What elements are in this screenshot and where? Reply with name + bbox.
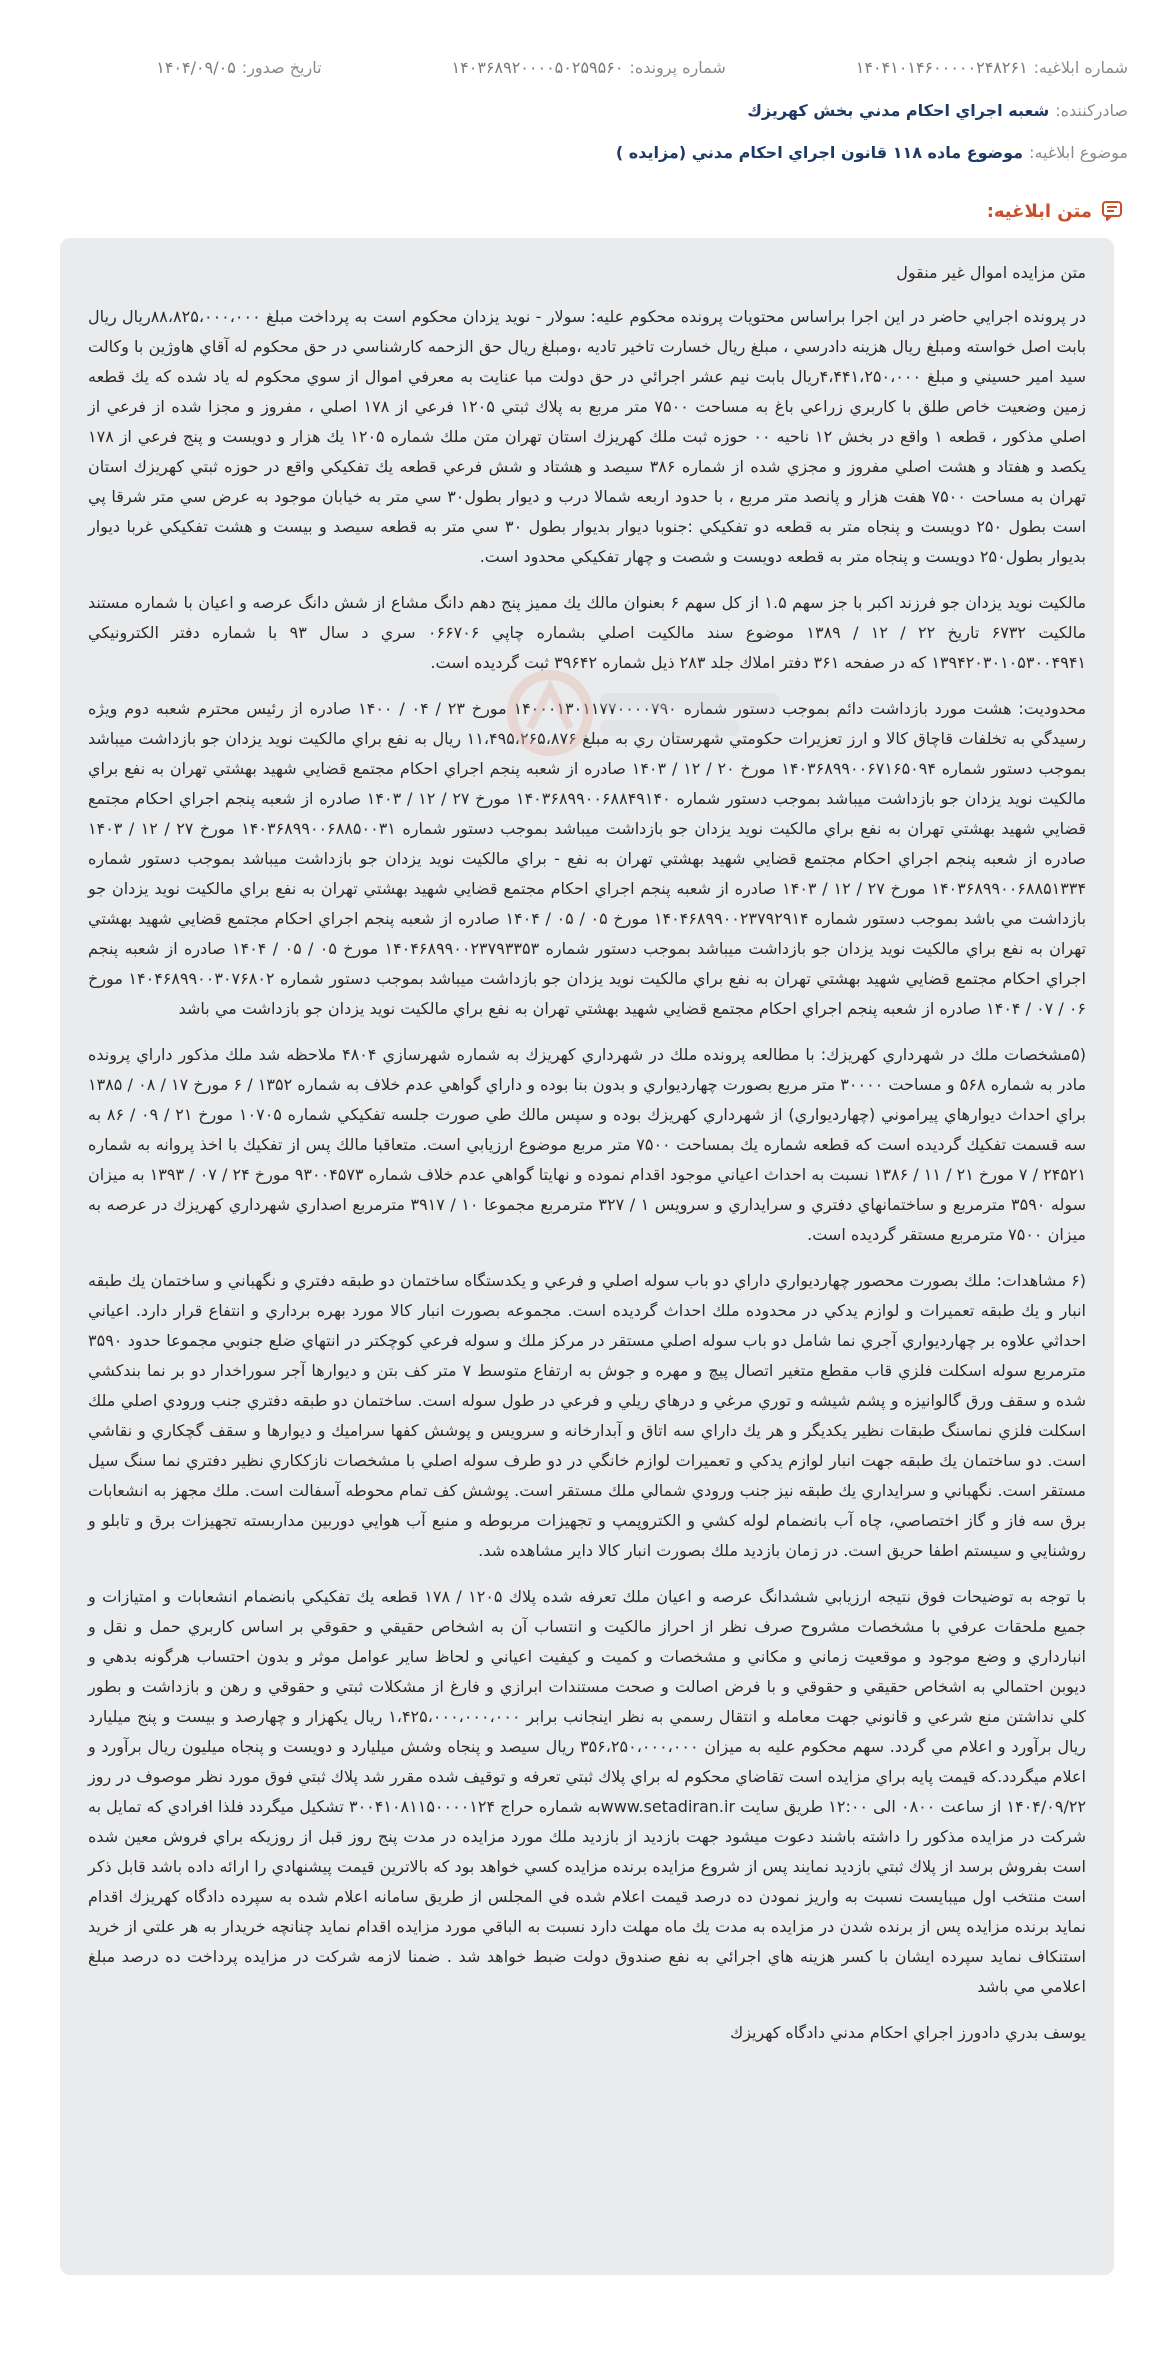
issuer-label: صادرکننده:: [1055, 101, 1128, 120]
notice-title-line: متن مزايده اموال غير منقول: [896, 263, 1086, 282]
notice-paragraph: محدوديت: هشت مورد بازداشت دائم بموجب دستور شماره ۱۴۰۰۰۱۳۰۱۱۷۷۰۰۰۰۷۹۰ مورخ ۲۳ / ۰۴ / ۱۴۰۰ صادره از رئيس محترم شعبه دوم ويژه رسيدگي به تخلفات قاچاق كالا و ارز تعزيرات حكومتي شهرستان ري به مبلغ ۱۱،۴۹۵،۲۶۵،۸۷۶ ريال به نفع براي مالكيت نويد يزدان جو بازداشت ميباشد بموجب دستور شماره ۱۴۰۳۶۸۹۹۰۰۶۷۱۶۵۰۹۴ مورخ ۲۰ / ۱۲ / ۱۴۰۳ صادره از شعبه پنجم اجراي احكام مجتمع قضايي شهيد بهشتي تهران به نفع براي مالكيت نويد يزدان جو بازداشت ميباشد بموجب دستور شماره ۱۴۰۳۶۸۹۹۰۰۶۸۸۴۹۱۴۰ مورخ ۲۷ / ۱۲ / ۱۴۰۳ صادره از شعبه پنجم اجراي احكام مجتمع قضايي شهيد بهشتي تهران به نفع براي مالكيت نويد يزدان جو بازداشت ميباشد بموجب دستور شماره ۱۴۰۳۶۸۹۹۰۰۶۸۸۵۰۰۳۱ مورخ ۲۷ / ۱۲ / ۱۴۰۳ صادره از شعبه پنجم اجراي احكام مجتمع قضايي شهيد بهشتي تهران به نفع - براي مالكيت نويد يزدان جو بازداشت ميباشد بموجب دستور شماره ۱۴۰۳۶۸۹۹۰۰۶۸۸۵۱۳۳۴ مورخ ۲۷ / ۱۲ / ۱۴۰۳ صادره از شعبه پنجم اجراي احكام مجتمع قضايي شهيد بهشتي تهران به نفع براي مالكيت نويد يزدان جو بازداشت مي باشد بموجب دستور شماره ۱۴۰۴۶۸۹۹۰۰۲۳۷۹۲۹۱۴ مورخ ۰۵ / ۰۵ / ۱۴۰۴ صادره از شعبه پنجم اجراي احكام مجتمع قضايي شهيد بهشتي تهران به نفع براي مالكيت نويد يزدان جو بازداشت ميباشد بموجب دستور شماره ۱۴۰۴۶۸۹۹۰۰۲۳۷۹۳۳۵۳ مورخ ۰۵ / ۰۵ / ۱۴۰۴ صادره از شعبه پنجم اجراي احكام مجتمع قضايي شهيد بهشتي تهران به نفع براي مالكيت نويد يزدان جو بازداشت ميباشد بموجب دستور شماره ۱۴۰۴۶۸۹۹۰۰۳۰۷۶۸۰۲ مورخ ۰۶ / ۰۷ / ۱۴۰۴ صادره از شعبه پنجم اجراي احكام مجتمع قضايي شهيد بهشتي تهران به نفع براي مالكيت نويد يزدان جو بازداشت مي باشد: [88, 699, 1087, 1018]
issuer-row: [46, 99, 1128, 123]
issue-date-label: تاريخ صدور:: [241, 58, 322, 77]
subject-label: موضوع ابلاغيه:: [1029, 143, 1128, 162]
header-row-numbers: [46, 56, 1128, 80]
issuer-value: شعبه اجراي احكام مدني بخش كهريزك: [747, 101, 1050, 120]
notice-number-label: شماره ابلاغيه:: [1033, 58, 1128, 77]
issue-date-value: ۱۴۰۴/۰۹/۰۵: [156, 58, 236, 77]
notice-paragraph: مالكيت نويد يزدان جو فرزند اكبر با جز سهم ۱.۵ از كل سهم ۶ بعنوان مالك يك مميز پنج دهم دانگ مشاع از شش دانگ عرصه و اعيان با شماره مستند مالكيت ۶۷۳۲ تاريخ ۲۲ / ۱۲ / ۱۳۸۹ موضوع سند مالكيت اصلي بشماره چاپي ۰۶۶۷۰۶ سري د سال ۹۳ با شماره دفتر الكترونيكي ۱۳۹۴۲۰۳۰۱۰۵۳۰۰۴۹۴۱ كه در صفحه ۳۶۱ دفتر املاك جلد ۲۸۳ ذيل شماره ۳۹۶۴۲ ثبت گرديده است.: [88, 593, 1087, 672]
watermark-logo: [500, 658, 800, 768]
notice-paragraph: با توجه به توضيحات فوق نتيجه ارزيابي ششدانگ عرصه و اعيان ملك تعرفه شده پلاك ۱۲۰۵ / ۱۷۸ قطعه يك تفكيكي بانضمام انشعابات و امتيازات و جميع ملحقات عرفي با مشخصات مشروح صرف نظر از احراز مالكيت و انتساب آن به اشخاص حقيقي و حقوقي بر اساس كاربري حمل و نقل و انبارداري و وضع موجود و موقعيت زماني و مكاني و مشخصات و كميت و كيفيت اعياني و لحاظ ساير عوامل موثر و بدون احتساب هرگونه بدهي و ديوبن احتمالي به اشخاص حقيقي و حقوقي و با فرض اصالت و صحت مستندات ابرازي و فارغ از مشكلات ثبتي و حقوقي و رهن و بازداشت و بطور كلي نداشتن منع شرعي و قانوني جهت معامله و انتقال رسمي به نظر اينجانب برابر ۱،۴۲۵،۰۰۰،۰۰۰،۰۰۰ ريال يكهزار و چهارصد و بيست و پنج ميليارد ريال برآورد و اعلام مي گردد. سهم محكوم عليه به ميزان ۳۵۶،۲۵۰،۰۰۰،۰۰۰ ريال سيصد و پنجاه وشش ميليارد و دويست و پنجاه ميليون ريال برآورد و اعلام ميگردد.كه قيمت پايه براي مزايده است تقاضاي محكوم له براي پلاك ثبتي تعرفه و توقيف شده مقرر شد پلاك ثبتي فوق مورد نظر موصوف در روز ۱۴۰۴/۰۹/۲۲ از ساعت ۰۸۰۰ الی ۱۲:۰۰ طريق سايت www.setadiran.irبه شماره حراج ۳۰۰۴۱۰۸۱۱۵۰۰۰۰۱۲۴ تشكيل ميگردد فلذا افرادي كه تمايل به شركت در مزايده مذكور را داشته باشند دعوت ميشود جهت بازديد از بازديد ملك مورد مزايده در مدت پنج روز قبل از روزيكه براي فروش معين شده است بفروش برسد از پلاك ثبتي بازديد نمايند پس از شروع مزايده برنده مزايده كسي خواهد بود كه بالاترين قيمت پيشنهادي را ارائه داده باشد قابل ذكر است منتخب اول ميبايست نسبت به واريز نمودن ده درصد قيمت اعلام شده في المجلس از طريق سامانه اعلام شده به سپرده دادگاه كهريزك اقدام نمايد برنده مزايده پس از برنده شدن در مزايده به مدت يك ماه مهلت دارد نسبت به الباقي مورد مزايده اقدام نمايد چنانچه خريدار به هر علتي از خريد استنكاف نمايد سپرده ايشان با كسر هزينه هاي اجرائي به نفع صندوق دولت ضبط خواهد شد . ضمنا لازمه شركت در مزايده پرداخت ده درصد مبلغ اعلامي مي باشد: [88, 1587, 1087, 1996]
notice-paragraph: (۶ مشاهدات: ملك بصورت محصور چهارديواري داراي دو باب سوله اصلي و فرعي و يكدستگاه ساختمان دو طبقه دفتري و نگهباني و ساختمان يك طبقه انبار و يك طبقه تعميرات و لوازم يدكي در محدوده ملك احداث گرديده است. مجموعه بصورت انبار كالا مورد بهره برداري و انتفاع قرار دارد. اعياني احداثي علاوه بر چهارديواري آجري نما شامل دو باب سوله اصلي مستقر در مركز ملك و سوله فرعي كوچكتر در انتهاي ضلع جنوبي مجموعا حدود ۳۵۹۰ مترمربع سوله اسكلت فلزي قاب مقطع متغير اتصال پيچ و مهره و جوش به ارتفاع متوسط ۷ متر كف بتن و ديوارها آجر سوراخدار دو بر نما بندكشي شده و سقف ورق گالوانيزه و پشم شيشه و توري مرغي و درهاي ريلي و فرعي در طول سوله است. ساختمان دو طبقه دفتري جنب ورودي اصلي ملك اسكلت فلزي نماسنگ طبقات نظير يكديگر و هر يك داراي سه اتاق و آبدارخانه و سرويس و پوشش كفها سراميك و ديوارها و سقف گچكاري و نقاشي است. دو ساختمان يك طبقه جهت انبار لوازم يدكي و تعميرات لوازم خانگي در دو طرف سوله اصلي با مشخصات نازككاري نظير دفتري نما سنگ سيل مستقر است. نگهباني و سرايداري يك طبقه نيز جنب ورودي شمالي ملك مستقر است. پوشش كف تمام محوطه آسفالت است. ملك مجهز به انشعابات برق سه فاز و گاز اختصاصي، چاه آب بانضمام لوله كشي و الكتروپمپ و تجهيزات مربوطه و منبع آب هوايي دوربين مداربسته تجهيزات برق و تابلو و روشنايي و سيستم اطفا حريق است. در زمان بازديد ملك بصورت انبار كالا داير مشاهده شد.: [88, 1271, 1087, 1560]
notice-number-value: ۱۴۰۴۱۰۱۴۶۰۰۰۰۰۲۴۸۲۶۱: [855, 58, 1028, 77]
notice-heading: [987, 199, 1124, 223]
notice-number: [856, 56, 1128, 80]
case-number-value: ۱۴۰۳۶۸۹۲۰۰۰۰۵۰۲۵۹۵۶۰: [451, 58, 624, 77]
notice-body: [60, 238, 1114, 2275]
notice-document-icon: [1100, 199, 1124, 223]
notice-heading-label: متن ابلاغيه:: [986, 200, 1092, 222]
notice-paragraph: (۵مشخصات ملك در شهرداري كهريزك: با مطالعه پرونده ملك در شهرداري كهريزك به شماره شهرسازي ۴۸۰۴ ملاحظه شد ملك مذكور داراي پرونده مادر به شماره ۵۶۸ و مساحت ۳۰۰۰۰ متر مربع بصورت چهارديواري و بدون بنا بوده و داراي گواهي عدم خلاف به شماره ۱۳۵۲ / ۶ مورخ ۱۷ / ۰۸ / ۱۳۸۵ براي احداث ديوارهاي پيراموني (چهارديواري) از شهرداري كهريزك بوده و سپس مالك طي صورت جلسه تفكيكي شماره ۱۰۷۰۵ مورخ ۲۱ / ۰۹ / ۸۶ به سه قسمت تفكيك گرديده است كه قطعه شماره يك بمساحت ۷۵۰۰ متر مربع موضوع ارزيابي است. متعاقبا مالك پس از تفكيك با اخذ پروانه به شماره ۲۴۵۲۱ / ۷ مورخ ۲۱ / ۱۱ / ۱۳۸۶ نسبت به احداث اعياني موجود اقدام نموده و نهايتا گواهي عدم خلاف شماره ۹۳۰۰۴۵۷۳ مورخ ۲۴ / ۰۷ / ۱۳۹۳ به ميزان سوله ۳۵۹۰ مترمربع و ساختمانهاي دفتري و سرايداري و سرويس ۱ / ۳۲۷ مترمربع مجموعا ۱۰ / ۳۹۱۷ مترمربع اصداري شهرداري كهريزك در عرصه به ميزان ۷۵۰۰ مترمربع مستقر گرديده است.: [88, 1045, 1087, 1244]
subject-row: [46, 141, 1128, 165]
case-number: [452, 56, 726, 80]
subject-value: موضوع ماده ۱۱۸ قانون اجراي احكام مدني (مزايده ): [615, 143, 1024, 162]
notice-signature: يوسف بدري دادورز اجراي احكام مدني دادگاه كهريزك: [730, 2023, 1086, 2042]
issue-date: [156, 56, 321, 80]
case-number-label: شماره پرونده:: [629, 58, 726, 77]
notice-paragraph: در پرونده اجرايي حاضر در اين اجرا براساس محتويات پرونده محكوم عليه: سولار - نويد يزدان محكوم است به پرداخت مبلغ ۸۸،۸۲۵،۰۰۰،۰۰۰ريال ريال بابت اصل خواسته ومبلغ ريال هزينه دادرسي ، مبلغ ريال خسارت تاخير تاديه ،ومبلغ ريال حق الزحمه كارشناسي در حق محكوم له آقاي هاوژين با وكالت سيد امير حسيني و مبلغ ۴،۴۴۱،۲۵۰،۰۰۰ريال بابت نيم عشر اجرائي در حق دولت مبا عنايت به معرفي اموال از سوي محكوم له ياد شده كه يك قطعه زمين وضعيت خاص طلق با كاربري زراعي باغ به مساحت ۷۵۰۰ متر مربع به پلاك ثبتي ۱۲۰۵ فرعي از ۱۷۸ اصلي ، مفروز و مجزا شده از فرعي از اصلي مذكور ، قطعه ۱ واقع در بخش ۱۲ ناحيه ۰۰ حوزه ثبت ملك كهريزك استان تهران متن ملك شماره ۱۲۰۵ يك هزار و دويست و پنج فرعي از ۱۷۸ يكصد و هفتاد و هشت اصلي مفروز و مجزي شده از شماره ۳۸۶ سيصد و هشتاد و شش فرعي قطعه يك تفكيكي واقع در حوزه ثبتي كهريزك استان تهران به مساحت ۷۵۰۰ هفت هزار و پانصد متر مربع ، با حدود اربعه شمالا درب و ديوار بطول۳۰ سي متر به خيابان موجود به عرض سي متر شرقا پي است بطول ۲۵۰ دويست و پنجاه متر به قطعه دو تفكيكي :جنوبا ديوار بديوار بطول ۳۰ سي متر به قطعه سيصد و بيست و هشت تفكيكي غربا ديوار بديوار بطول۲۵۰ دويست و پنجاه متر به قطعه دويست و شصت و چهار تفكيكي محدود است.: [88, 307, 1087, 566]
